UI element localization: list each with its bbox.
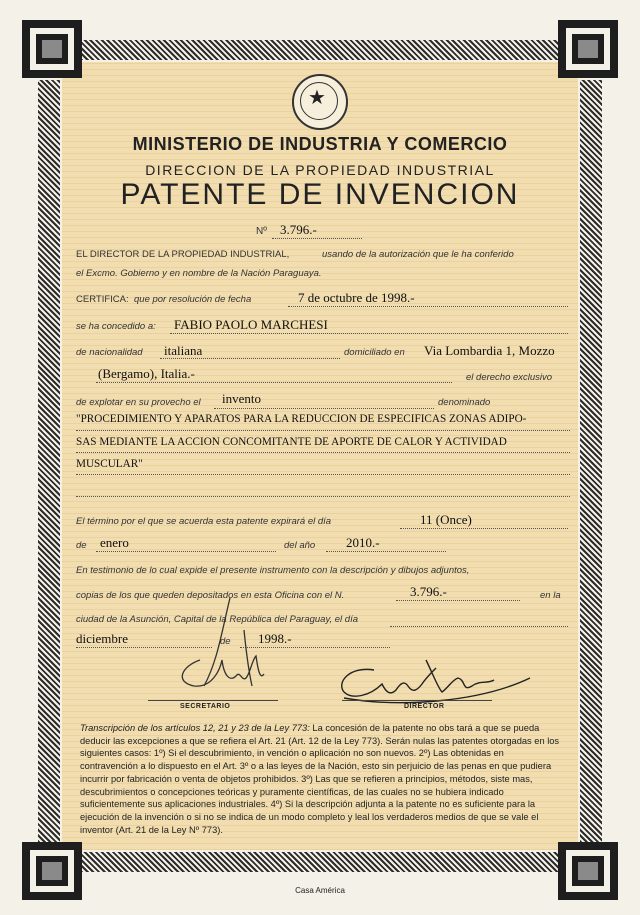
secretary-signature	[160, 590, 300, 700]
invention-title-line-2: SAS MEDIANTE LA ACCION CONCOMITANTE DE APORTE DE CALOR Y ACTIVIDAD	[76, 436, 507, 448]
director-prefix: EL DIRECTOR DE LA PROPIEDAD INDUSTRIAL,	[76, 249, 290, 260]
copies-number: 3.796.-	[410, 584, 447, 599]
of-label: de	[76, 540, 87, 551]
copies-text: copias de los que queden depositados en esta Oficina con el N.	[76, 590, 345, 601]
year-label: del año	[284, 540, 316, 551]
certifica-text: que por resolución de fecha	[134, 294, 252, 305]
transcription-text: La concesión de la patente no obs tará a que se pueda deducir las excepciones a que se refiera el Art. 21 (Art. 12 de la Ley 773). Serán nulas las patentes otorgadas en los siguientes casos: 1º) Si el descubrimiento, in vención o aplicación no son nuevos. 2º) Las obtenidas en contravención a lo dispuesto en el Art. 3º o a las leyes de la Nación, esto sin perjuicio de las penas en que pudiera incurrir por fabricación o venta de objetos prohibidos. 3º) Las que se refieren a principios, métodos, siste mas, descubrimientos o concepciones teóricas y puramente científicas, de las cuales no se hubiera indicado suficientemente sus aplicaciones industriales. 4º) Si la descripción adjunta a la patente no es suficiente para la ejecución de la invención o si no se indica de un modo completo y leal los verdaderos medios de que se vale el inventor (Art. 21 de la Ley Nº 773).	[80, 723, 560, 835]
government-line: el Excmo. Gobierno y en nombre de la Nación Paraguaya.	[76, 268, 322, 279]
nationality: italiana	[164, 343, 203, 358]
domicile-label: domiciliado en	[344, 347, 405, 358]
director-label: DIRECTOR	[404, 703, 445, 710]
director-signature	[330, 648, 550, 728]
transcription-lead: Transcripción de los artículos 12, 21 y 23 de la Ley 773:	[80, 723, 310, 733]
director-rest: usando de la autorización que le ha conferido	[322, 249, 514, 260]
ministry-heading: MINISTERIO DE INDUSTRIA Y COMERCIO	[132, 134, 508, 154]
patent-type: invento	[222, 391, 261, 406]
signing-month: diciembre	[76, 631, 128, 646]
exploit-label: de explotar en su provecho el	[76, 397, 201, 408]
expiry-day: 11 (Once)	[420, 512, 472, 527]
border-left	[38, 80, 60, 848]
document-title: PATENTE DE INVENCION	[120, 178, 520, 211]
in-the-label: en la	[540, 590, 561, 601]
number-label: Nº	[256, 226, 267, 237]
corner-ornament-top-right	[558, 20, 618, 78]
border-bottom	[58, 852, 558, 872]
testimony-text: En testimonio de lo cual expide el presente instrumento con la descripción y dibujos adjuntos,	[76, 565, 470, 576]
expiry-month: enero	[100, 535, 129, 550]
of-label-2: de	[220, 636, 231, 647]
star-icon: ★	[308, 87, 326, 109]
secretary-label: SECRETARIO	[180, 703, 231, 710]
printer-credit: Casa América	[295, 886, 345, 895]
nationality-label: de nacionalidad	[76, 347, 143, 358]
term-text: El término por el que se acuerda esta patente expirará el día	[76, 516, 332, 527]
national-seal	[292, 74, 348, 130]
invention-title-line-3: MUSCULAR"	[76, 458, 143, 470]
domicile-line-2: (Bergamo), Italia.-	[98, 366, 195, 381]
city-text: ciudad de la Asunción, Capital de la República del Paraguay, el día	[76, 614, 359, 625]
signing-year: 1998.-	[258, 631, 292, 646]
expiry-year: 2010.-	[346, 535, 380, 550]
granted-label: se ha concedido a:	[76, 321, 156, 332]
resolution-date: 7 de octubre de 1998.-	[298, 290, 415, 305]
grantee-name: FABIO PAOLO MARCHESI	[174, 317, 328, 332]
legal-transcription	[80, 722, 562, 836]
corner-ornament-top-left	[22, 20, 82, 78]
invention-title-line-1: "PROCEDIMIENTO Y APARATOS PARA LA REDUCCION DE ESPECIFICAS ZONAS ADIPO-	[76, 413, 527, 425]
border-top	[58, 40, 558, 60]
exclusive-right: el derecho exclusivo	[466, 372, 553, 383]
denominated-label: denominado	[438, 397, 491, 408]
certifica-label: CERTIFICA:	[76, 294, 129, 305]
direction-heading: DIRECCION DE LA PROPIEDAD INDUSTRIAL	[145, 162, 495, 178]
patent-number: 3.796.-	[280, 222, 317, 237]
border-right	[580, 80, 602, 848]
domicile-line-1: Via Lombardia 1, Mozzo	[424, 343, 555, 358]
